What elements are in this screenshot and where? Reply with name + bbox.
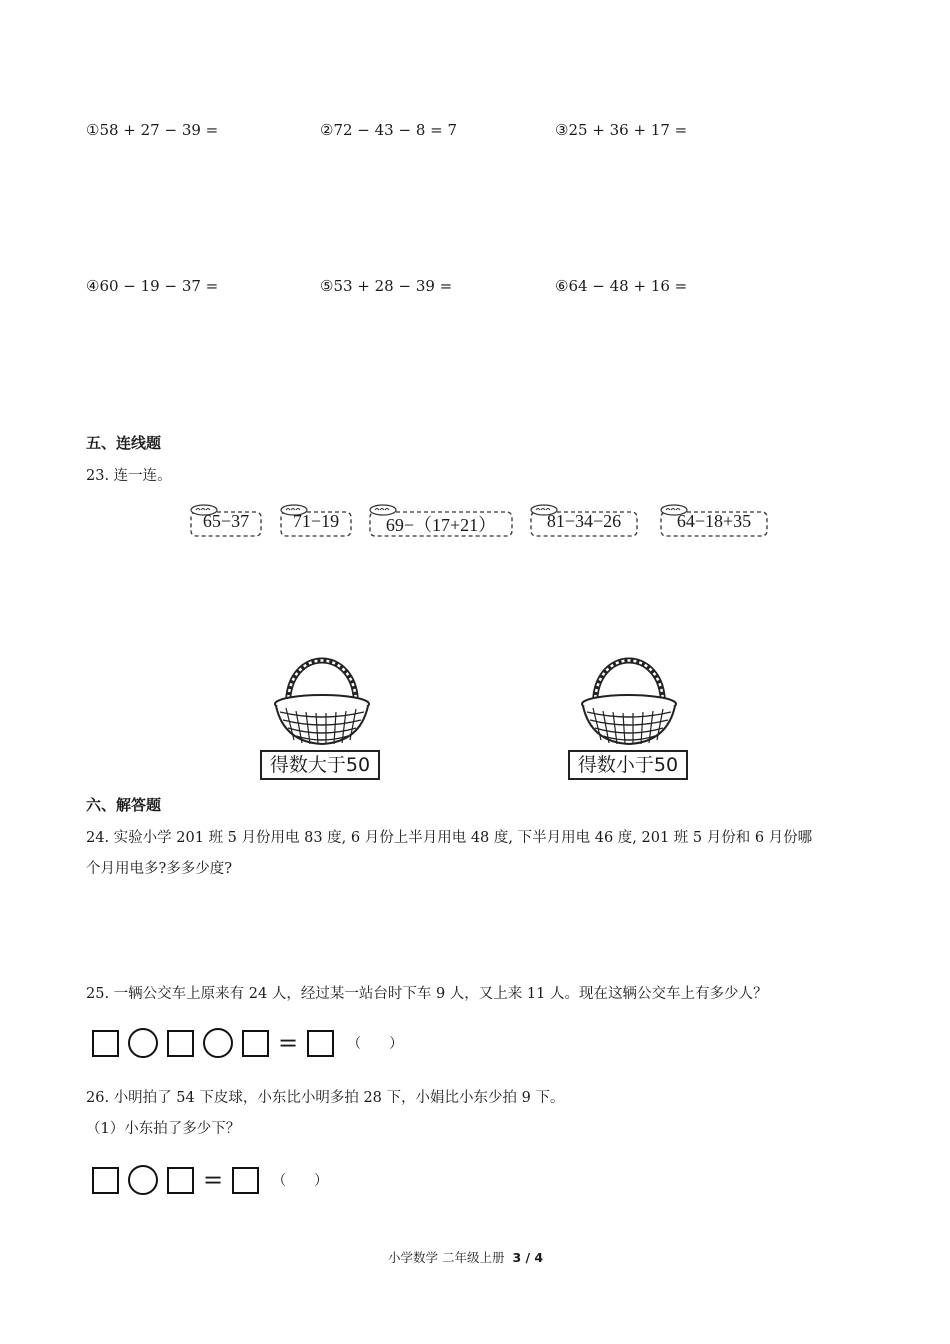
bread-card-label: 65−37 <box>202 511 250 531</box>
equals-sign: = <box>203 1165 224 1194</box>
bread-card-3[interactable] <box>367 502 515 537</box>
equation-2: ②72 − 43 − 8 = 7 <box>320 121 458 139</box>
answer-box[interactable] <box>92 1030 119 1057</box>
page-number: 3 / 4 <box>512 1250 544 1265</box>
page-footer <box>388 1248 543 1266</box>
bread-card-label: 81−34−26 <box>546 511 622 531</box>
basket-icon[interactable] <box>272 656 372 748</box>
question-25: 25. 一辆公交车上原来有 24 人，经过某一站台时下车 9 人，又上来 11 人。现在这辆公交车上有多少人？ <box>86 986 768 1002</box>
question-26: 26. 小明拍了 54 下皮球，小东比小明多拍 28 下，小娟比小东少拍 9 下。 <box>86 1090 565 1106</box>
basket-label-greater: 得数大于50 <box>260 750 380 780</box>
answer-template-25 <box>92 1028 403 1058</box>
answer-box[interactable] <box>167 1167 194 1194</box>
section-heading-matching: 五、连线题 <box>86 434 162 452</box>
unit-parentheses[interactable]: （ ） <box>347 1036 404 1052</box>
question-24-line-2: 个月用电多?多多少度? <box>86 861 233 877</box>
bread-card-1[interactable] <box>188 502 264 537</box>
operator-circle[interactable] <box>128 1165 158 1195</box>
equation-3: ③25 + 36 + 17 = <box>555 121 688 139</box>
answer-box[interactable] <box>92 1167 119 1194</box>
bread-card-2[interactable] <box>278 502 354 537</box>
question-24-line-1: 24. 实验小学 201 班 5 月份用电 83 度, 6 月份上半月用电 48 度, 下半月用电 46 度, 201 班 5 月份和 6 月份哪 <box>86 830 813 846</box>
answer-box[interactable] <box>167 1030 194 1057</box>
equation-5: ⑤53 + 28 − 39 = <box>320 277 453 295</box>
unit-parentheses[interactable]: （ ） <box>272 1173 329 1189</box>
bread-card-5[interactable] <box>658 502 770 537</box>
equation-4: ④60 − 19 − 37 = <box>86 277 219 295</box>
answer-template-26 <box>92 1165 328 1195</box>
question-26-part-1: （1）小东拍了多少下？ <box>86 1121 241 1137</box>
bread-card-label: 71−19 <box>292 511 340 531</box>
operator-circle[interactable] <box>203 1028 233 1058</box>
question-23: 23. 连一连。 <box>86 468 172 484</box>
section-heading-solve: 六、解答题 <box>86 796 162 814</box>
answer-box[interactable] <box>242 1030 269 1057</box>
equals-sign: = <box>278 1028 299 1057</box>
answer-box[interactable] <box>307 1030 334 1057</box>
equation-1: ①58 + 27 − 39 = <box>86 121 219 139</box>
footer-title: 小学数学 二年级上册 <box>388 1250 505 1265</box>
operator-circle[interactable] <box>128 1028 158 1058</box>
answer-box[interactable] <box>232 1167 259 1194</box>
bread-card-label: 69−（17+21） <box>385 515 497 535</box>
basket-icon[interactable] <box>579 656 679 748</box>
equation-6: ⑥64 − 48 + 16 = <box>555 277 688 295</box>
bread-card-label: 64−18+35 <box>676 511 752 531</box>
basket-label-less: 得数小于50 <box>568 750 688 780</box>
bread-card-4[interactable] <box>528 502 640 537</box>
